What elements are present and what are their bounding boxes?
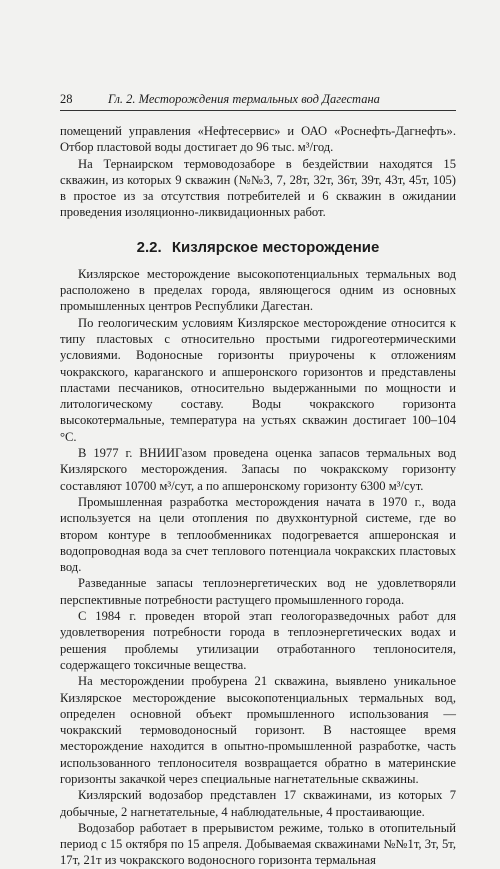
paragraph: Промышленная разработка месторождения начата в 1970 г., вода используется на цели отопления по двухконтурной системе, где во втором контуре в теплообменниках подогревается апшеронская и водопроводная вода за счет теплового потенциала чокракских пластовых вод.: [60, 494, 456, 575]
paragraph: Кизлярский водозабор представлен 17 скважинами, из которых 7 добычные, 2 нагнетательные, 4 наблюдательные, 4 простаивающие.: [60, 788, 456, 819]
running-title: Гл. 2. Месторождения термальных вод Дагестана: [108, 92, 380, 106]
paragraph: Разведанные запасы теплоэнергетических вод не удовлетворяли перспективные потребности растущего промышленного города.: [60, 576, 456, 607]
paragraph: По геологическим условиям Кизлярское месторождение относится к типу пластовых с относительно простыми гидрогеотермическими условиями. Водоносные горизонты приурочены к отложениям чокракского, караганского и апшеронского горизонтов и представлены пластами песчаников, относительно выдержанными по мощности и литологическому составу. Воды чокракского горизонта высокотермальные, температура на устьях скважин достигает 100–104 °С.: [60, 315, 456, 444]
section-title: Кизлярское месторождение: [171, 238, 380, 256]
section-number: 2.2.: [136, 238, 162, 256]
paragraph: В 1977 г. ВНИИГазом проведена оценка запасов термальных вод Кизлярского месторождения. Запасы по чокракскому горизонту составляют 10700 м³/сут, а по апшеронскому горизонту 6300 м³/сут.: [60, 446, 456, 493]
section-heading: [60, 239, 456, 256]
running-header: [60, 92, 456, 111]
paragraph: помещений управления «Нефтесервис» и ОАО «Роснефть-Дагнефть». Отбор пластовой воды достигает до 96 тыс. м³/год.: [60, 124, 456, 155]
paragraph: С 1984 г. проведен второй этап геологоразведочных работ для удовлетворения потребности города в теплоэнергетических водах и решения проблемы утилизации отработанного теплоносителя, содержащего токсичные вещества.: [60, 609, 456, 672]
paragraph: На месторождении пробурена 21 скважина, выявлено уникальное Кизлярское месторождение высокопотенциальных термальных вод, определен основной объект промышленного использования — чокракский термоводоносный горизонт. В настоящее время месторождение находится в опытно-промышленной разработке, часть использованного теплоносителя возвращается обратно в материнские горизонты закачкой через специальные нагнетательные скважины.: [60, 674, 456, 786]
paragraph: На Тернаирском термоводозаборе в бездействии находятся 15 скважин, из которых 9 скважин (№№3, 7, 28т, 32т, 36т, 39т, 43т, 45т, 105) в простое из за отсутствия потребителей и 6 скважин в ожидании проведения изоляционно-ликвидационных работ.: [60, 156, 456, 220]
paragraph: Кизлярское месторождение высокопотенциальных термальных вод расположено в пределах города, являющегося одним из основных промышленных центров Республики Дагестан.: [60, 266, 456, 314]
page-number: 28: [60, 92, 73, 106]
paragraph: Водозабор работает в прерывистом режиме, только в отопительный период с 15 октября по 15 апреля. Добываемая скважинами №№1т, 3т, 5т, 17т, 21т из чокракского водоносного горизонта термальная: [60, 820, 456, 868]
